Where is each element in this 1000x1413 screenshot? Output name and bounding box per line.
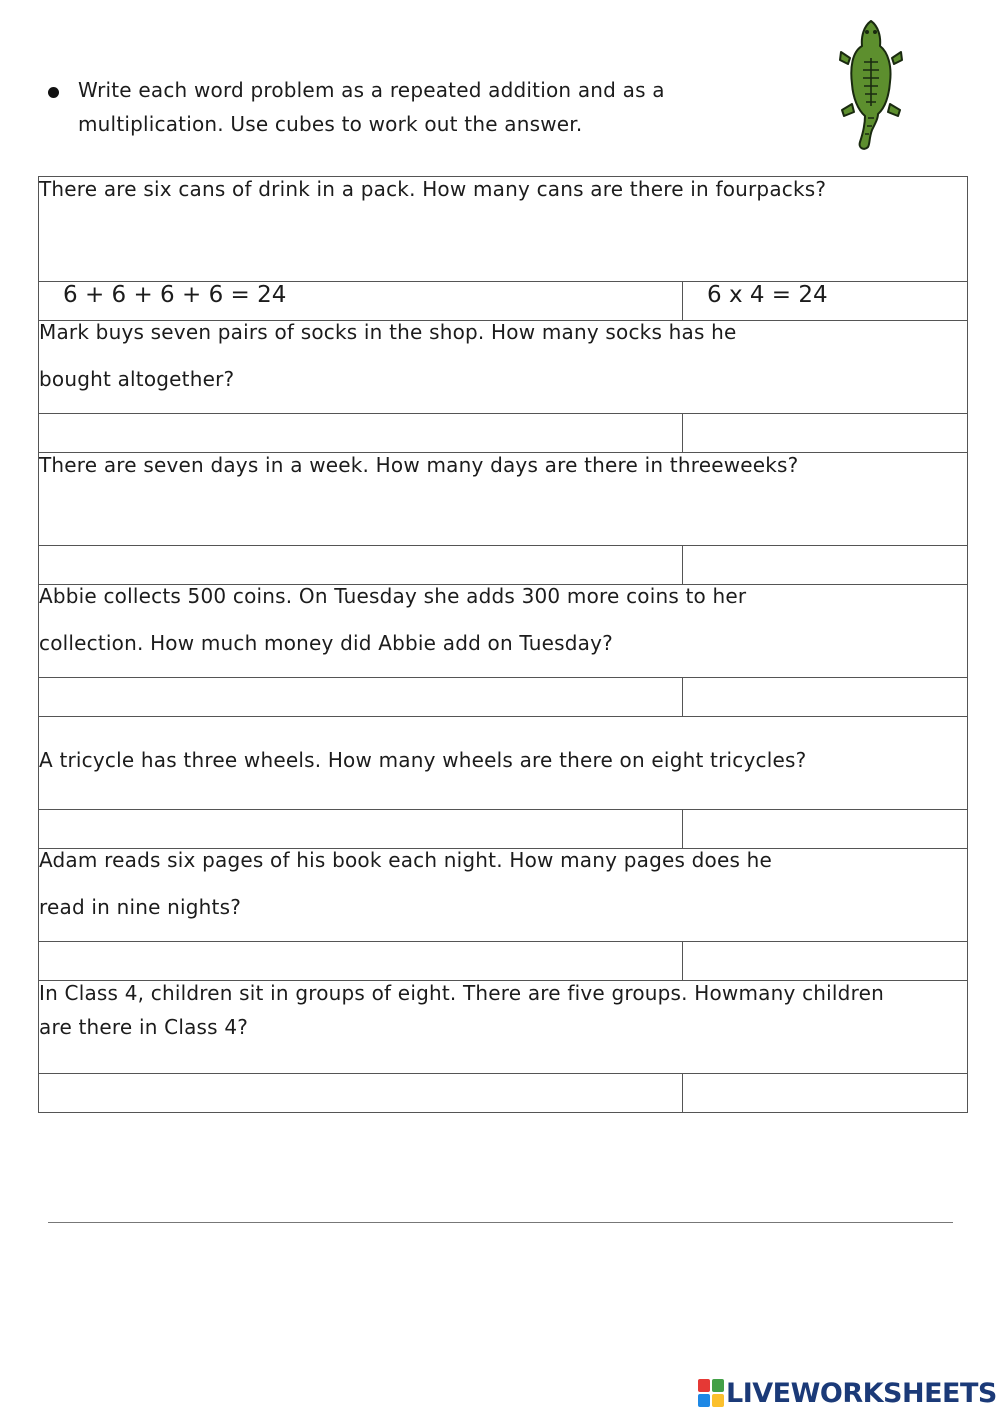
question-cell xyxy=(39,849,968,942)
addition-answer xyxy=(39,1074,63,1100)
question-text-line-2: are there in Class 4? xyxy=(39,1015,249,1039)
answer-row xyxy=(39,414,968,453)
addition-answer xyxy=(39,810,63,836)
multiplication-answer-box[interactable] xyxy=(683,1074,968,1113)
question-row xyxy=(39,177,968,282)
question-text: There are six cans of drink in a pack. How many cans are there in fourpacks? xyxy=(39,177,827,201)
question-cell xyxy=(39,177,968,282)
addition-answer xyxy=(39,414,63,440)
multiplication-answer xyxy=(683,546,707,572)
question-text-line-2: read in nine nights? xyxy=(39,895,242,919)
answer-row xyxy=(39,1074,968,1113)
multiplication-answer xyxy=(683,678,707,704)
addition-answer-box[interactable] xyxy=(39,1074,683,1113)
question-cell xyxy=(39,585,968,678)
answer-row xyxy=(39,942,968,981)
question-text-line-2: collection. How much money did Abbie add on Tuesday? xyxy=(39,631,613,655)
instruction-line-2: multiplication. Use cubes to work out the answer. xyxy=(78,112,583,136)
addition-answer-box[interactable] xyxy=(39,414,683,453)
addition-answer-box[interactable] xyxy=(39,678,683,717)
question-row xyxy=(39,849,968,942)
question-row xyxy=(39,981,968,1074)
bullet-icon xyxy=(48,87,59,98)
question-text: There are seven days in a week. How many days are there in threeweeks? xyxy=(39,453,799,477)
question-cell xyxy=(39,717,968,810)
multiplication-answer xyxy=(683,942,707,968)
question-row xyxy=(39,453,968,546)
question-cell xyxy=(39,321,968,414)
crocodile-icon xyxy=(838,18,904,152)
question-row xyxy=(39,585,968,678)
multiplication-answer: 6 x 4 = 24 xyxy=(707,282,828,308)
question-text-line-1: Adam reads six pages of his book each night. How many pages does he xyxy=(39,848,773,872)
question-text-line-1: In Class 4, children sit in groups of eight. There are five groups. Howmany children xyxy=(39,981,884,1005)
multiplication-answer-box[interactable] xyxy=(683,678,968,717)
question-row xyxy=(39,717,968,810)
word-problems-table xyxy=(38,176,968,1113)
instruction-line-1: Write each word problem as a repeated addition and as a xyxy=(78,78,665,102)
multiplication-answer xyxy=(683,810,707,836)
addition-answer xyxy=(39,546,63,572)
liveworksheets-logo xyxy=(698,1376,997,1410)
multiplication-answer xyxy=(683,414,707,440)
answer-row xyxy=(39,678,968,717)
question-text-line-2: bought altogether? xyxy=(39,367,235,391)
logo-blocks-icon xyxy=(698,1379,724,1407)
divider xyxy=(48,1222,953,1223)
multiplication-answer xyxy=(683,1074,707,1100)
addition-answer xyxy=(39,942,63,968)
logo-text: LIVEWORKSHEETS xyxy=(726,1377,997,1409)
question-cell xyxy=(39,453,968,546)
question-cell xyxy=(39,981,968,1074)
question-text-line-1: Abbie collects 500 coins. On Tuesday she adds 300 more coins to her xyxy=(39,584,747,608)
multiplication-answer-box[interactable] xyxy=(683,414,968,453)
question-text: A tricycle has three wheels. How many wheels are there on eight tricycles? xyxy=(39,747,807,772)
question-row xyxy=(39,321,968,414)
question-text-line-1: Mark buys seven pairs of socks in the shop. How many socks has he xyxy=(39,320,737,344)
addition-answer-box[interactable] xyxy=(39,942,683,981)
addition-answer xyxy=(39,678,63,704)
addition-answer: 6 + 6 + 6 + 6 = 24 xyxy=(63,282,287,308)
multiplication-answer-box[interactable] xyxy=(683,942,968,981)
